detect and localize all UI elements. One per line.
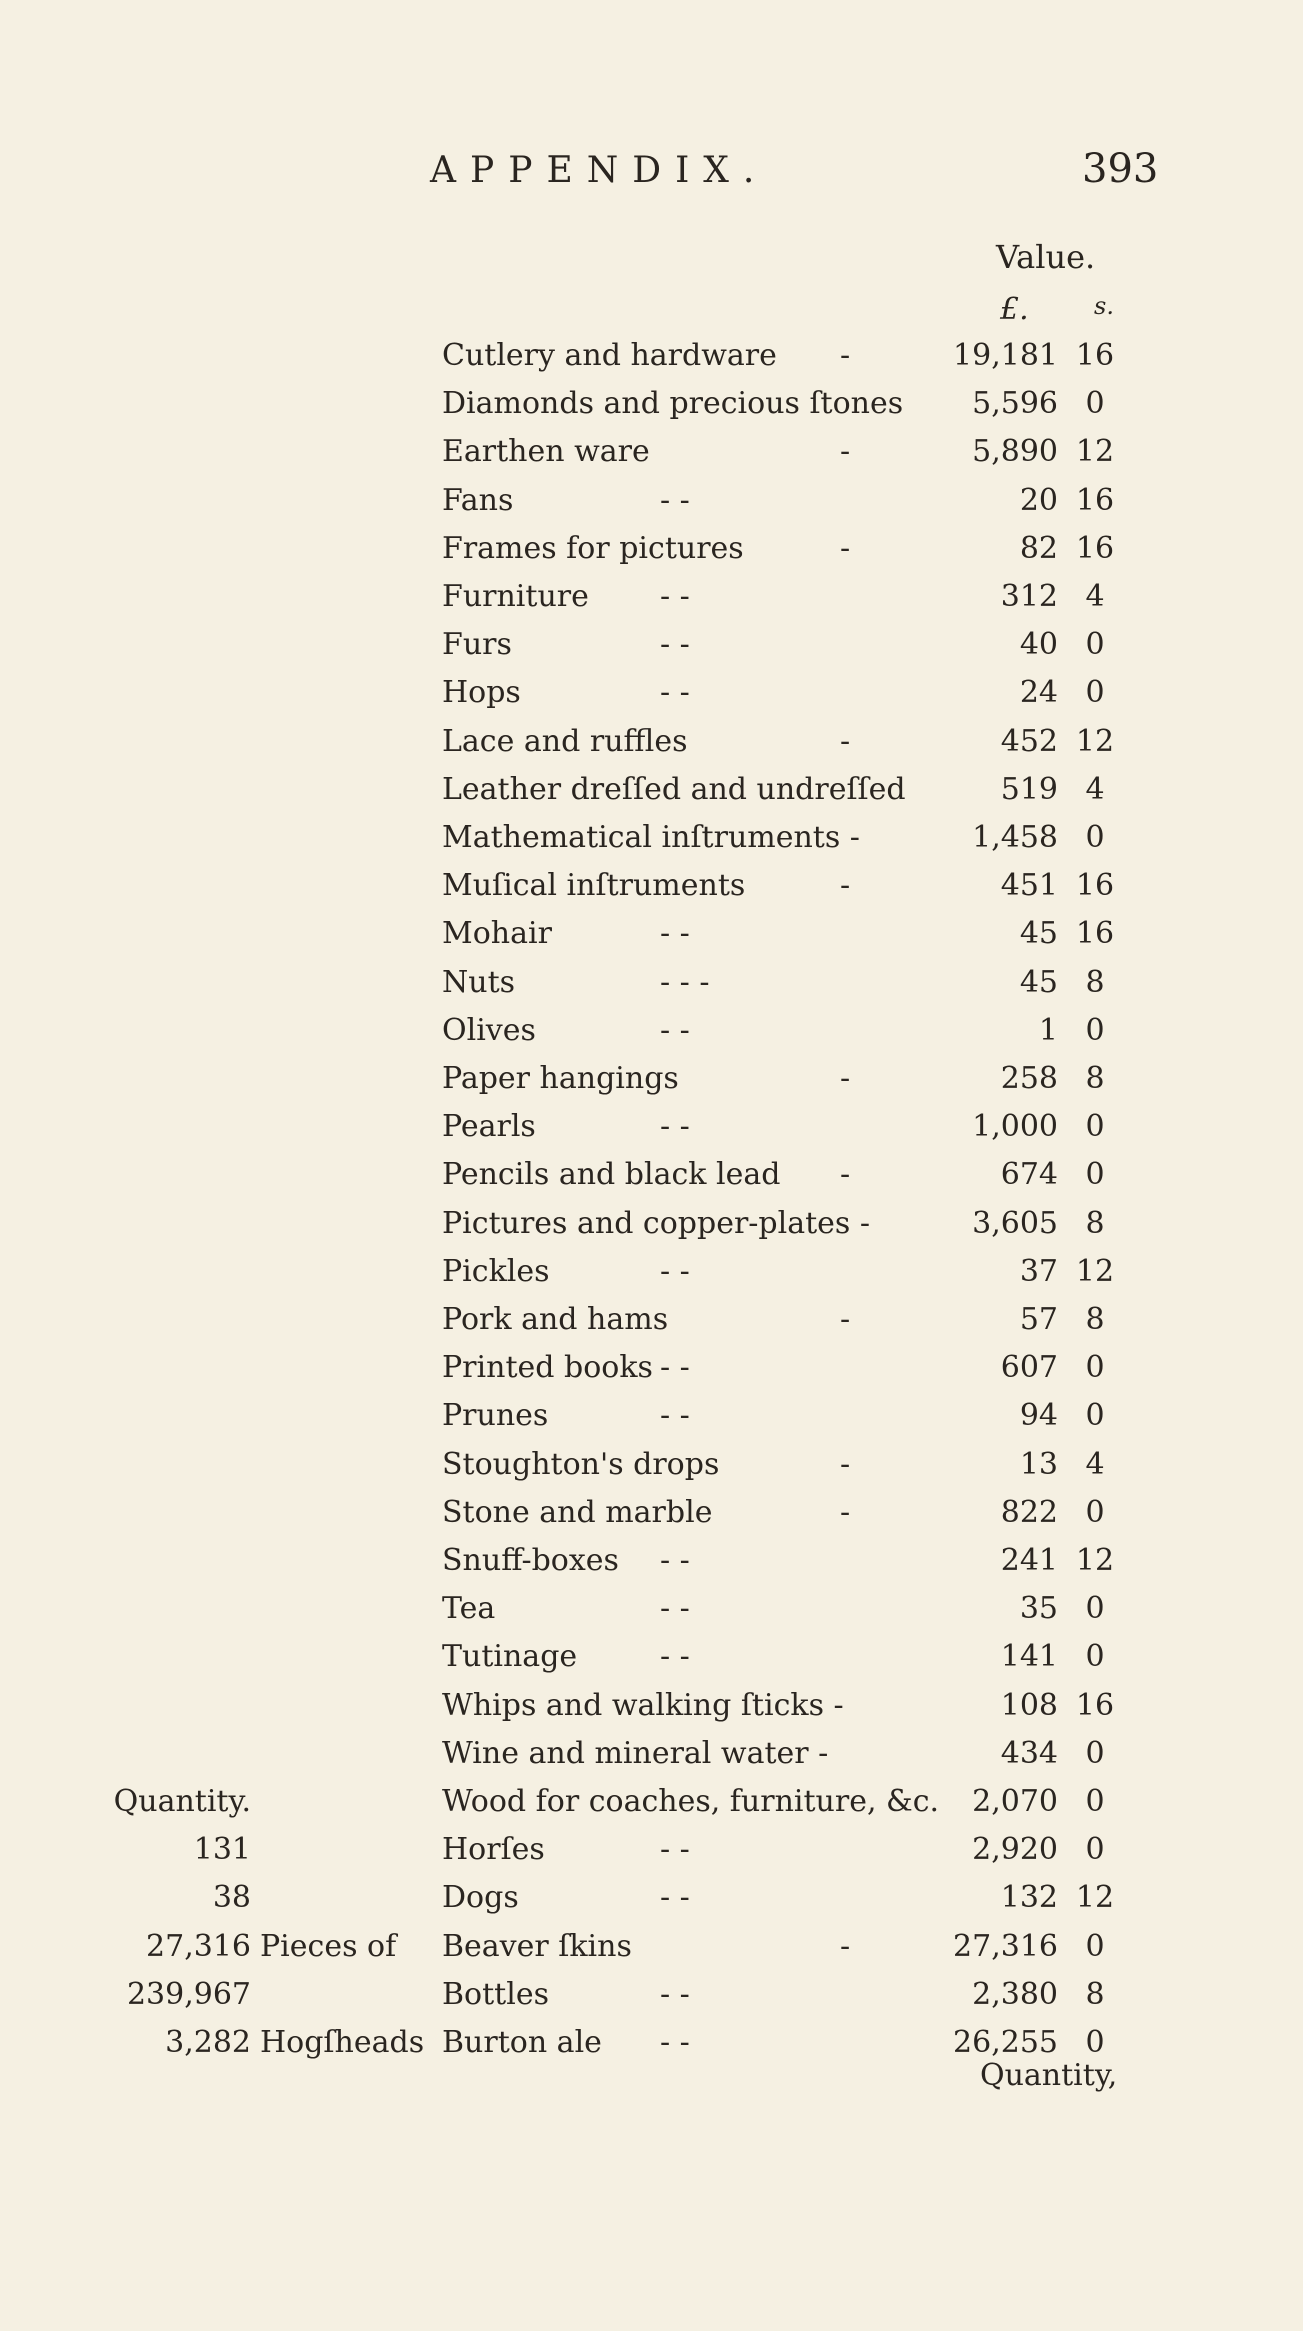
- item-name: Olives: [442, 1012, 536, 1048]
- item-name: Pearls: [442, 1109, 536, 1145]
- table-row: [0, 718, 1303, 766]
- table-row: [0, 621, 1303, 669]
- shillings-value: 0: [1085, 1591, 1105, 1627]
- item-name: Mathematical inſtruments -: [442, 820, 860, 855]
- pounds-value: 26,255: [953, 2025, 1058, 2060]
- leader-dashes: - -: [660, 1253, 690, 1289]
- leader-dashes: -: [840, 1157, 851, 1193]
- pounds-value: 1: [1038, 1012, 1058, 1048]
- leader-dashes: - -: [660, 1109, 690, 1145]
- item-name: Paper hangings: [442, 1061, 679, 1096]
- leader-dashes: -: [840, 1446, 851, 1482]
- table-row: [0, 1633, 1303, 1681]
- shillings-value: 16: [1075, 338, 1115, 373]
- shillings-value: 16: [1075, 1687, 1115, 1723]
- leader-dashes: -: [840, 1302, 851, 1337]
- table-row: [0, 380, 1303, 428]
- shillings-value: 12: [1075, 434, 1115, 470]
- shillings-value: 0: [1085, 1109, 1105, 1145]
- item-name: Cutlery and hardware: [442, 338, 777, 373]
- table-row: [0, 525, 1303, 573]
- pounds-value: 2,380: [972, 1976, 1058, 2012]
- leader-dashes: -: [840, 1928, 851, 1964]
- leader-dashes: -: [840, 434, 851, 470]
- pounds-value: 5,596: [972, 386, 1058, 422]
- table-row: [0, 573, 1303, 621]
- item-name: Wood for coaches, furniture, &c.: [442, 1784, 940, 1819]
- pounds-value: 82: [1019, 530, 1058, 566]
- item-name: Diamonds and precious ſtones: [442, 386, 904, 422]
- item-name: Wine and mineral water -: [442, 1735, 829, 1771]
- shillings-value: 0: [1085, 1350, 1105, 1386]
- shillings-unit-label: s.: [1094, 292, 1114, 320]
- shillings-value: 16: [1075, 482, 1115, 518]
- shillings-value: 0: [1085, 1784, 1105, 1819]
- leader-dashes: -: [840, 868, 851, 904]
- table-row: [0, 1055, 1303, 1103]
- table-row: [0, 1103, 1303, 1151]
- table-row: [0, 1392, 1303, 1440]
- shillings-value: 12: [1075, 723, 1115, 759]
- table-row: [0, 1248, 1303, 1296]
- leader-dashes: - -: [660, 916, 690, 952]
- item-name: Pork and hams: [442, 1302, 669, 1337]
- shillings-value: 0: [1085, 1398, 1105, 1434]
- pounds-value: 1,000: [972, 1109, 1058, 1145]
- shillings-value: 16: [1075, 916, 1115, 952]
- pounds-unit-label: £.: [1000, 292, 1029, 327]
- shillings-value: 0: [1085, 820, 1105, 855]
- leader-dashes: -: [840, 530, 851, 566]
- leader-dashes: -: [840, 723, 851, 759]
- item-name: Furniture: [442, 579, 589, 614]
- shillings-value: 16: [1075, 868, 1115, 904]
- shillings-value: 0: [1085, 1639, 1105, 1675]
- item-name: Pickles: [442, 1253, 550, 1289]
- pounds-value: 35: [1019, 1591, 1058, 1627]
- pounds-value: 1,458: [972, 820, 1058, 855]
- pounds-value: 20: [1019, 482, 1058, 518]
- pounds-value: 13: [1019, 1446, 1058, 1482]
- table-row: [0, 1537, 1303, 1585]
- shillings-value: 4: [1085, 771, 1105, 807]
- table-row: [0, 910, 1303, 958]
- item-name: Pictures and copper-plates -: [442, 1205, 870, 1241]
- leader-dashes: - -: [660, 627, 690, 663]
- pounds-value: 5,890: [972, 434, 1058, 470]
- table-row: [0, 1874, 1303, 1922]
- leader-dashes: - -: [660, 1012, 690, 1048]
- leader-dashes: - -: [660, 1543, 690, 1578]
- table-row: [0, 477, 1303, 525]
- pounds-value: 519: [1000, 771, 1058, 807]
- leader-dashes: - -: [660, 1350, 690, 1386]
- pounds-value: 2,920: [972, 1832, 1058, 1868]
- shillings-value: 0: [1085, 627, 1105, 663]
- item-name: Tea: [442, 1591, 496, 1627]
- item-name: Furs: [442, 627, 512, 663]
- leader-dashes: -: [840, 338, 851, 373]
- leader-dashes: - -: [660, 482, 690, 518]
- pounds-value: 822: [1000, 1494, 1058, 1530]
- pounds-value: 674: [1000, 1157, 1058, 1193]
- shillings-value: 0: [1085, 1012, 1105, 1048]
- pounds-value: 241: [1000, 1543, 1058, 1578]
- item-name: Nuts: [442, 964, 516, 1000]
- item-name: Pencils and black lead: [442, 1157, 781, 1193]
- quantity-cell: 131: [193, 1832, 251, 1868]
- page-number: 393: [1082, 146, 1159, 192]
- quantity-cell: 239,967: [126, 1976, 251, 2012]
- leader-dashes: - -: [660, 1591, 690, 1627]
- table-row: [0, 814, 1303, 862]
- pounds-value: 57: [1019, 1302, 1058, 1337]
- item-name: Earthen ware: [442, 434, 650, 470]
- shillings-value: 0: [1085, 675, 1105, 711]
- leader-dashes: - -: [660, 1832, 690, 1868]
- table-row: [0, 1489, 1303, 1537]
- item-name: Burton ale: [442, 2025, 602, 2060]
- table-row: [0, 1730, 1303, 1778]
- item-name: Lace and ruffles: [442, 723, 688, 759]
- value-column-heading: Value.: [996, 238, 1096, 276]
- table-row: [0, 1778, 1303, 1826]
- pounds-value: 24: [1019, 675, 1058, 711]
- shillings-value: 16: [1075, 530, 1115, 566]
- pounds-value: 2,070: [972, 1784, 1058, 1819]
- table-row: [0, 1344, 1303, 1392]
- shillings-value: 8: [1085, 1302, 1105, 1337]
- shillings-value: 0: [1085, 1735, 1105, 1771]
- pounds-value: 312: [1000, 579, 1058, 614]
- pounds-value: 37: [1019, 1253, 1058, 1289]
- table-row: [0, 1007, 1303, 1055]
- leader-dashes: -: [840, 1061, 851, 1096]
- item-name: Snuff-boxes: [442, 1543, 619, 1578]
- leader-dashes: - -: [660, 675, 690, 711]
- shillings-value: 0: [1085, 1157, 1105, 1193]
- quantity-cell: 3,282: [165, 2025, 251, 2060]
- shillings-value: 8: [1085, 1205, 1105, 1241]
- leader-dashes: - -: [660, 1398, 690, 1434]
- catchword: Quantity,: [980, 2058, 1118, 2093]
- pounds-value: 607: [1000, 1350, 1058, 1386]
- item-name: Muſical inſtruments: [442, 868, 746, 904]
- shillings-value: 0: [1085, 1494, 1105, 1530]
- item-name: Beaver ſkins: [442, 1928, 632, 1964]
- shillings-value: 8: [1085, 964, 1105, 1000]
- leader-dashes: -: [840, 1494, 851, 1530]
- pounds-value: 451: [1000, 868, 1058, 904]
- pounds-value: 40: [1019, 627, 1058, 663]
- item-name: Frames for pictures: [442, 530, 744, 566]
- leader-dashes: - -: [660, 1976, 690, 2012]
- shillings-value: 12: [1075, 1880, 1115, 1916]
- shillings-value: 4: [1085, 579, 1105, 614]
- shillings-value: 12: [1075, 1253, 1115, 1289]
- pounds-value: 19,181: [953, 338, 1058, 373]
- table-row: [0, 862, 1303, 910]
- quantity-cell: Quantity.: [113, 1784, 251, 1819]
- item-name: Dogs: [442, 1880, 519, 1916]
- item-name: Prunes: [442, 1398, 549, 1434]
- table-row: [0, 1585, 1303, 1633]
- running-header-title: APPENDIX.: [430, 150, 769, 191]
- table-row: [0, 1200, 1303, 1248]
- item-name: Stoughton's drops: [442, 1446, 720, 1482]
- table-row: [0, 1923, 1303, 1971]
- shillings-value: 8: [1085, 1061, 1105, 1096]
- table-row: [0, 766, 1303, 814]
- item-name: Tutinage: [442, 1639, 578, 1675]
- table-row: [0, 1441, 1303, 1489]
- pounds-value: 27,316: [953, 1928, 1058, 1964]
- pounds-value: 452: [1000, 723, 1058, 759]
- pounds-value: 45: [1019, 916, 1058, 952]
- shillings-value: 0: [1085, 2025, 1105, 2060]
- item-name: Bottles: [442, 1976, 549, 2012]
- table-row: [0, 1151, 1303, 1199]
- shillings-value: 4: [1085, 1446, 1105, 1482]
- quantity-cell: 27,316: [146, 1928, 251, 1964]
- item-name: Leather dreſſed and undreſſed: [442, 771, 906, 807]
- table-row: [0, 332, 1303, 380]
- pounds-value: 108: [1000, 1687, 1058, 1723]
- shillings-value: 8: [1085, 1976, 1105, 2012]
- quantity-cell: 38: [212, 1880, 251, 1916]
- unit-cell: Pieces of: [260, 1928, 397, 1964]
- leader-dashes: - -: [660, 1880, 690, 1916]
- pounds-value: 3,605: [972, 1205, 1058, 1241]
- item-name: Stone and marble: [442, 1494, 713, 1530]
- table-row: [0, 959, 1303, 1007]
- item-name: Hops: [442, 675, 521, 711]
- leader-dashes: - -: [660, 2025, 690, 2060]
- table-row: [0, 1971, 1303, 2019]
- pounds-value: 132: [1000, 1880, 1058, 1916]
- item-name: Horſes: [442, 1832, 545, 1868]
- leader-dashes: - -: [660, 579, 690, 614]
- item-name: Mohair: [442, 916, 552, 952]
- table-row: [0, 1296, 1303, 1344]
- table-row: [0, 428, 1303, 476]
- pounds-value: 434: [1000, 1735, 1058, 1771]
- item-name: Whips and walking ſticks -: [442, 1687, 844, 1723]
- shillings-value: 0: [1085, 386, 1105, 422]
- item-name: Printed books: [442, 1350, 653, 1386]
- leader-dashes: - -: [660, 1639, 690, 1675]
- table-row: [0, 1826, 1303, 1874]
- item-name: Fans: [442, 482, 514, 518]
- pounds-value: 141: [1000, 1639, 1058, 1675]
- unit-cell: Hogſheads: [260, 2025, 425, 2060]
- pounds-value: 94: [1019, 1398, 1058, 1434]
- shillings-value: 12: [1075, 1543, 1115, 1578]
- table-row: [0, 1682, 1303, 1730]
- pounds-value: 45: [1019, 964, 1058, 1000]
- pounds-value: 258: [1000, 1061, 1058, 1096]
- shillings-value: 0: [1085, 1928, 1105, 1964]
- table-row: [0, 669, 1303, 717]
- shillings-value: 0: [1085, 1832, 1105, 1868]
- leader-dashes: - - -: [660, 964, 710, 1000]
